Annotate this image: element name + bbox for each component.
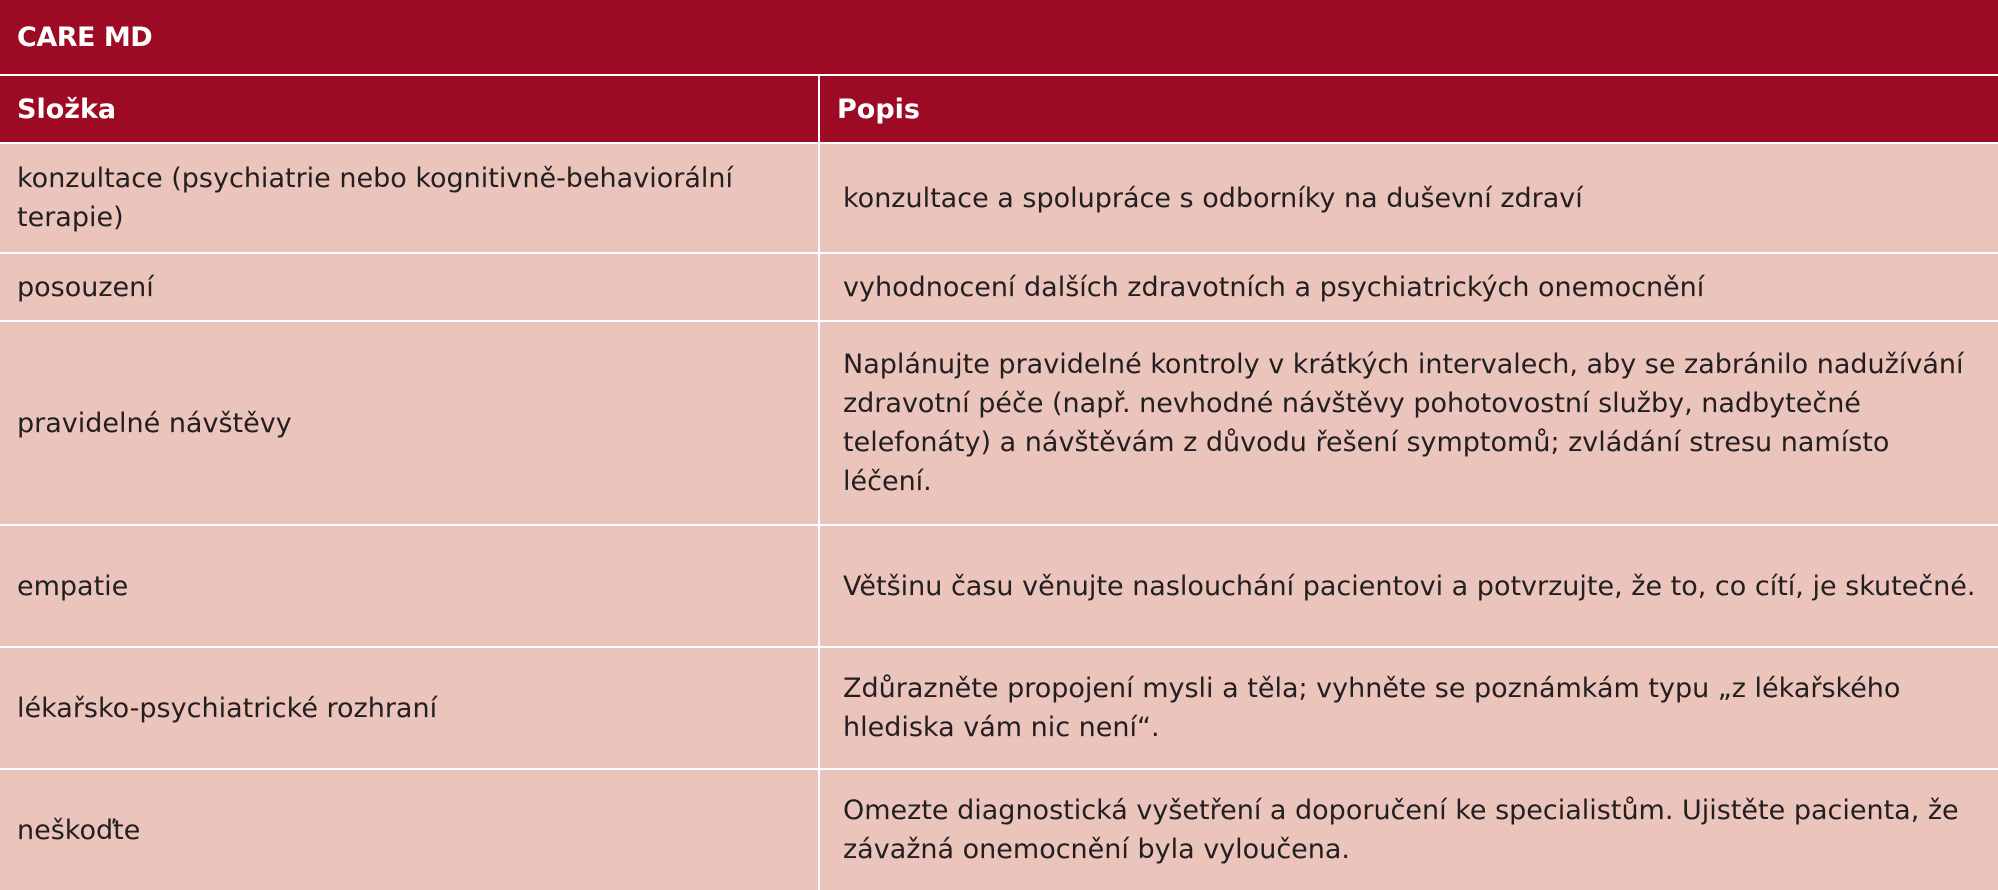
row-component: konzultace (psychiatrie nebo kognitivně-behaviorální terapie) (0, 143, 819, 253)
row-component: posouzení (0, 253, 819, 321)
row-component: neškoďte (0, 769, 819, 890)
row-description: Zdůrazněte propojení mysli a těla; vyhněte se poznámkám typu „z lékařského hlediska vám nic není“. (819, 647, 1998, 769)
row-description: Většinu času věnujte naslouchání pacientovi a potvrzujte, že to, co cítí, je skutečné. (819, 525, 1998, 647)
row-description: Omezte diagnostická vyšetření a doporučení ke specialistům. Ujistěte pacienta, že závažná onemocnění byla vyloučena. (819, 769, 1998, 890)
table-title: CARE MD (0, 0, 1998, 75)
table-row (0, 525, 1998, 647)
table-row (0, 321, 1998, 525)
table-title-row (0, 0, 1998, 75)
column-header-component: Složka (0, 75, 819, 143)
row-component: pravidelné návštěvy (0, 321, 819, 525)
table-row (0, 143, 1998, 253)
column-header-description: Popis (819, 75, 1998, 143)
row-component: lékařsko-psychiatrické rozhraní (0, 647, 819, 769)
row-component: empatie (0, 525, 819, 647)
row-description: konzultace a spolupráce s odborníky na duševní zdraví (819, 143, 1998, 253)
table-row (0, 769, 1998, 890)
row-description: Naplánujte pravidelné kontroly v krátkých intervalech, aby se zabránilo nadužívání zdravotní péče (např. nevhodné návštěvy pohotovostní služby, nadbytečné telefonáty) a návštěvám z důvodu řešení symptomů; zvládání stresu namísto léčení. (819, 321, 1998, 525)
table-row (0, 253, 1998, 321)
row-description: vyhodnocení dalších zdravotních a psychiatrických onemocnění (819, 253, 1998, 321)
table-row (0, 647, 1998, 769)
table-header-row (0, 75, 1998, 143)
